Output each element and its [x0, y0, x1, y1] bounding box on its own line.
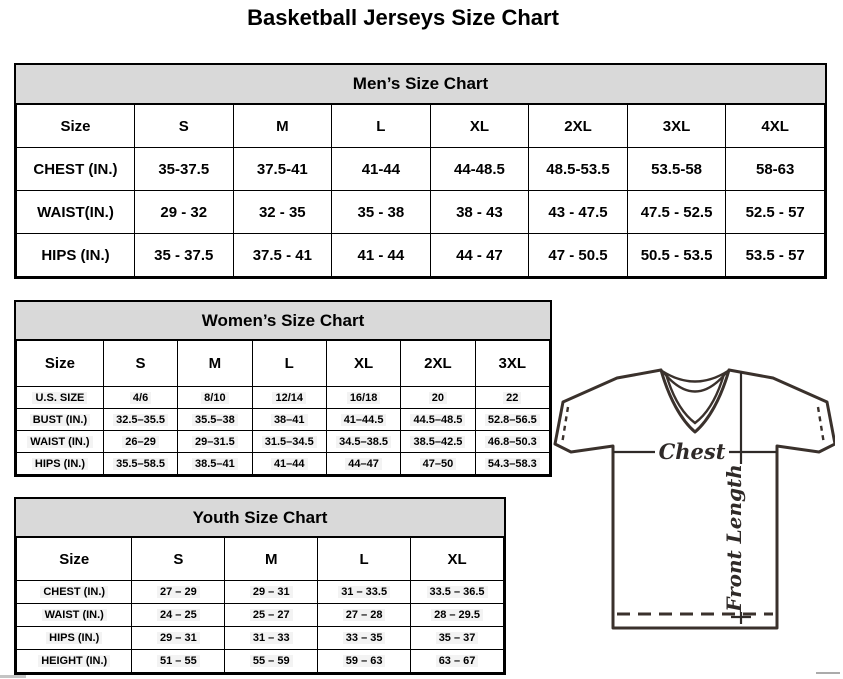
cell-text: 47–50: [420, 458, 457, 470]
jersey-measurement-diagram: [551, 360, 835, 652]
size-cell: [225, 650, 318, 673]
size-cell: [475, 409, 549, 431]
cell-text: 52.8–56.5: [485, 414, 540, 426]
size-cell: [132, 627, 225, 650]
cell-text: HIPS (IN.): [46, 632, 102, 644]
header-row: [17, 538, 504, 581]
cell-text: HIPS (IN.): [41, 246, 110, 264]
column-header: S: [103, 341, 177, 387]
column-header: L: [252, 341, 326, 387]
womens-chart-title: Women’s Size Chart: [16, 302, 550, 340]
cell-text: 12/14: [272, 392, 306, 404]
cell-text: 27 – 29: [157, 586, 200, 598]
size-cell: [132, 604, 225, 627]
size-cell: [134, 234, 233, 277]
row-label: [17, 387, 104, 409]
size-cell: [233, 191, 332, 234]
column-header: XL: [411, 538, 504, 581]
cell-text: 38 - 43: [456, 203, 503, 221]
cell-text: 37.5-41: [256, 160, 308, 178]
size-cell: [252, 387, 326, 409]
cell-text: 31 – 33.5: [338, 586, 390, 598]
size-cell: [332, 191, 431, 234]
size-cell: [401, 453, 475, 475]
size-cell: [233, 148, 332, 191]
size-cell: [627, 234, 726, 277]
row-label: [17, 409, 104, 431]
cell-text: 32 - 35: [258, 203, 306, 221]
cell-text: 33 – 35: [343, 632, 386, 644]
cell-text: 54.3–58.3: [485, 458, 540, 470]
size-cell: [103, 387, 177, 409]
size-cell: [103, 453, 177, 475]
size-cell: [178, 431, 252, 453]
cell-text: 44-48.5: [454, 160, 505, 178]
cell-text: 47.5 - 52.5: [640, 203, 713, 221]
cell-text: 51 – 55: [157, 655, 200, 667]
cell-text: 38.5–41: [192, 458, 238, 470]
cell-text: 20: [429, 392, 447, 404]
cell-text: HEIGHT (IN.): [38, 655, 110, 667]
column-header: S: [134, 105, 233, 148]
cell-text: 53.5-58: [651, 160, 702, 178]
size-cell: [726, 148, 825, 191]
cell-text: 50.5 - 53.5: [640, 246, 713, 264]
column-header: 3XL: [627, 105, 726, 148]
chest-label: Chest: [658, 439, 726, 464]
cell-text: 29–31.5: [192, 436, 238, 448]
cell-text: 55 – 59: [250, 655, 293, 667]
size-cell: [430, 148, 529, 191]
size-cell: [326, 409, 400, 431]
size-cell: [252, 431, 326, 453]
cell-text: 44–47: [345, 458, 382, 470]
cell-text: 31.5–34.5: [262, 436, 317, 448]
column-header: L: [318, 538, 411, 581]
cell-text: 41–44.5: [341, 414, 387, 426]
page-title: Basketball Jerseys Size Chart: [247, 5, 559, 30]
cell-text: 35 - 38: [357, 203, 405, 221]
size-cell: [401, 431, 475, 453]
table-row: [17, 431, 550, 453]
size-cell: [318, 650, 411, 673]
mens-size-table: [16, 104, 825, 277]
row-label: [17, 431, 104, 453]
corner-header: Size: [17, 105, 135, 148]
size-cell: [475, 387, 549, 409]
jersey-outline: [555, 370, 835, 628]
cell-text: 32.5–35.5: [113, 414, 168, 426]
cell-text: 35-37.5: [158, 160, 210, 178]
cell-text: WAIST (IN.): [42, 609, 107, 621]
row-label: [17, 234, 135, 277]
cell-text: 38–41: [271, 414, 308, 426]
cell-text: 35.5–58.5: [113, 458, 168, 470]
table-row: [17, 148, 825, 191]
column-header: XL: [326, 341, 400, 387]
table-row: [17, 604, 504, 627]
size-cell: [318, 581, 411, 604]
size-cell: [627, 191, 726, 234]
cell-text: 8/10: [201, 392, 228, 404]
size-cell: [134, 148, 233, 191]
cell-text: 59 – 63: [343, 655, 386, 667]
size-cell: [529, 234, 628, 277]
youth-size-chart: [14, 497, 506, 675]
size-cell: [627, 148, 726, 191]
size-cell: [252, 453, 326, 475]
cell-text: 25 – 27: [250, 609, 293, 621]
cell-text: 48.5-53.5: [546, 160, 610, 178]
size-cell: [430, 234, 529, 277]
column-header: 2XL: [529, 105, 628, 148]
size-cell: [318, 604, 411, 627]
cell-text: 34.5–38.5: [336, 436, 391, 448]
table-row: [17, 650, 504, 673]
table-row: [17, 453, 550, 475]
size-cell: [225, 581, 318, 604]
size-cell: [401, 387, 475, 409]
cell-text: 41–44: [271, 458, 308, 470]
cell-text: 29 – 31: [250, 586, 293, 598]
size-cell: [529, 148, 628, 191]
left-sleeve-hem-dashes: [562, 407, 568, 444]
cell-text: 44.5–48.5: [410, 414, 465, 426]
cell-text: 53.5 - 57: [745, 246, 805, 264]
table-row: [17, 409, 550, 431]
cell-text: 35 – 37: [436, 632, 479, 644]
row-label: [17, 453, 104, 475]
header-row: [17, 105, 825, 148]
size-cell: [326, 387, 400, 409]
column-header: M: [178, 341, 252, 387]
table-row: [17, 387, 550, 409]
table-row: [17, 627, 504, 650]
size-cell: [178, 453, 252, 475]
size-cell: [401, 409, 475, 431]
cell-text: 41-44: [361, 160, 401, 178]
size-cell: [475, 431, 549, 453]
corner-header: Size: [17, 341, 104, 387]
mens-size-chart: [14, 63, 827, 279]
size-cell: [103, 431, 177, 453]
size-cell: [726, 234, 825, 277]
cell-text: 26–29: [122, 436, 159, 448]
size-cell: [475, 453, 549, 475]
size-cell: [326, 453, 400, 475]
cell-text: 29 - 32: [160, 203, 208, 221]
cell-text: 43 - 47.5: [548, 203, 608, 221]
size-cell: [326, 431, 400, 453]
cell-text: U.S. SIZE: [32, 392, 87, 404]
row-label: [17, 604, 132, 627]
cell-text: 47 - 50.5: [548, 246, 608, 264]
cell-text: 29 – 31: [157, 632, 200, 644]
womens-size-chart: [14, 300, 552, 477]
womens-size-table: [16, 340, 550, 475]
size-cell: [225, 627, 318, 650]
cell-text: 27 – 28: [343, 609, 386, 621]
size-cell: [233, 234, 332, 277]
size-cell: [411, 581, 504, 604]
cell-text: 35.5–38: [192, 414, 238, 426]
row-label: [17, 581, 132, 604]
cell-text: 44 - 47: [456, 246, 503, 264]
column-header: M: [233, 105, 332, 148]
size-cell: [178, 387, 252, 409]
scrollbar-fragment-left: [0, 675, 26, 678]
column-header: 2XL: [401, 341, 475, 387]
size-cell: [332, 234, 431, 277]
cell-text: 52.5 - 57: [745, 203, 805, 221]
header-row: [17, 341, 550, 387]
size-cell: [332, 148, 431, 191]
size-cell: [103, 409, 177, 431]
column-header: 3XL: [475, 341, 549, 387]
row-label: [17, 627, 132, 650]
cell-text: 31 – 33: [250, 632, 293, 644]
table-row: [17, 234, 825, 277]
column-header: L: [332, 105, 431, 148]
size-cell: [178, 409, 252, 431]
cell-text: 46.8–50.3: [485, 436, 540, 448]
size-cell: [411, 650, 504, 673]
column-header: S: [132, 538, 225, 581]
mens-chart-title: Men’s Size Chart: [16, 65, 825, 104]
youth-size-table: [16, 537, 504, 673]
cell-text: 4/6: [130, 392, 151, 404]
column-header: 4XL: [726, 105, 825, 148]
row-label: [17, 148, 135, 191]
cell-text: 33.5 – 36.5: [427, 586, 488, 598]
cell-text: 22: [503, 392, 521, 404]
size-cell: [132, 650, 225, 673]
right-sleeve-hem-dashes: [818, 407, 824, 444]
size-cell: [430, 191, 529, 234]
scrollbar-fragment-right: [816, 672, 840, 674]
cell-text: 24 – 25: [157, 609, 200, 621]
size-cell: [318, 627, 411, 650]
cell-text: WAIST (IN.): [27, 436, 92, 448]
cell-text: 58-63: [755, 160, 795, 178]
cell-text: 16/18: [347, 392, 381, 404]
cell-text: CHEST (IN.): [40, 586, 108, 598]
cell-text: CHEST (IN.): [33, 160, 118, 178]
size-cell: [529, 191, 628, 234]
size-cell: [411, 627, 504, 650]
table-row: [17, 581, 504, 604]
cell-text: HIPS (IN.): [32, 458, 88, 470]
row-label: [17, 650, 132, 673]
column-header: M: [225, 538, 318, 581]
cell-text: 38.5–42.5: [410, 436, 465, 448]
youth-chart-title: Youth Size Chart: [16, 499, 504, 537]
cell-text: BUST (IN.): [30, 414, 90, 426]
row-label: [17, 191, 135, 234]
corner-header: Size: [17, 538, 132, 581]
column-header: XL: [430, 105, 529, 148]
size-cell: [225, 604, 318, 627]
cell-text: 28 – 29.5: [431, 609, 483, 621]
table-row: [17, 191, 825, 234]
size-cell: [252, 409, 326, 431]
cell-text: 37.5 - 41: [252, 246, 312, 264]
cell-text: 63 – 67: [436, 655, 479, 667]
cell-text: 41 - 44: [357, 246, 405, 264]
size-cell: [134, 191, 233, 234]
size-cell: [132, 581, 225, 604]
cell-text: 35 - 37.5: [154, 246, 214, 264]
cell-text: WAIST(IN.): [37, 203, 114, 221]
size-cell: [726, 191, 825, 234]
size-cell: [411, 604, 504, 627]
front-length-label: Front Length: [722, 464, 746, 612]
